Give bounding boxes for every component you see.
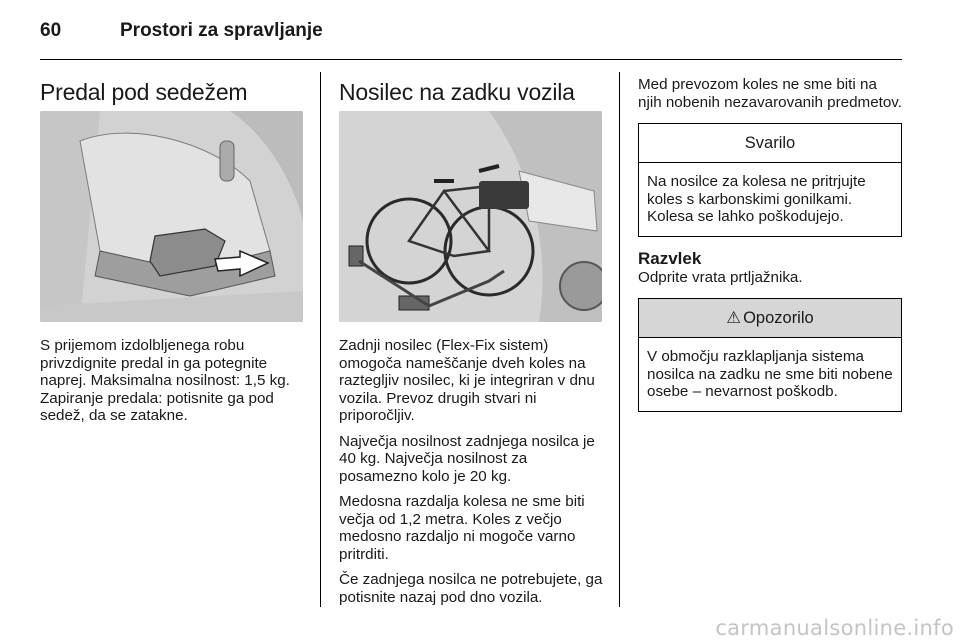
- seat-drawer-illustration: [40, 111, 303, 322]
- paragraph: Zadnji nosilec (Flex-Fix sistem) omogoča nameščanje dveh koles na raztegljiv nosilec, ki je integriran v dnu vozila. Prevoz drugih stvari ni priporočljiv.: [339, 337, 595, 424]
- running-title: Prostori za spravljanje: [120, 20, 323, 41]
- paragraph: Največja nosilnost zadnjega nosilca je 40 kg. Največja nosilnost za posamezno kolo je 20 kg.: [339, 432, 595, 485]
- paragraph: Če zadnjega nosilca ne potrebujete, ga potisnite nazaj pod dno vozila.: [339, 571, 603, 606]
- paragraph: S prijemom izdolbljenega robu privzdignite predal in ga potegnite naprej. Maksimalna nosilnost: 1,5 kg. Zapiranje predala: potisnite ga pod sedež, da se zatakne.: [40, 337, 290, 424]
- rear-carrier-text: [339, 337, 605, 614]
- warning-heading-row: [639, 299, 901, 338]
- page-number: 60: [40, 20, 62, 41]
- right-column: [638, 76, 902, 412]
- warning-triangle-icon: ⚠: [726, 309, 742, 327]
- warning-heading: Opozorilo: [743, 308, 814, 327]
- intro-paragraph: Med prevozom koles ne sme biti na njih nobenih nezavarovanih predmetov.: [638, 76, 902, 111]
- caution-box: [638, 123, 902, 237]
- seat-drawer-text: [40, 337, 306, 425]
- column-divider: [619, 72, 620, 607]
- paragraph: Medosna razdalja kolesa ne sme biti večja od 1,2 metra. Koles z večjo medosno razdaljo ni mogoče varno pritrditi.: [339, 493, 585, 563]
- caution-body: Na nosilce za kolesa ne pritrjujte koles s karbonskimi gonilkami. Kolesa se lahko poškodujejo.: [647, 173, 866, 225]
- header-rule: [40, 59, 902, 60]
- bike-carrier-illustration: [339, 111, 602, 322]
- warning-box: [638, 298, 902, 412]
- extension-text: Odprite vrata prtljažnika.: [638, 268, 803, 286]
- section-title-extension: Razvlek: [638, 248, 702, 268]
- section-title-seat-drawer: Predal pod sedežem: [40, 79, 248, 105]
- warning-body: V območju razklapljanja sistema nosilca na zadku ne sme biti nobene osebe – nevarnost poškodb.: [647, 348, 893, 400]
- column-divider: [320, 72, 321, 607]
- watermark: carmanualsonline.info: [715, 616, 954, 640]
- section-title-rear-carrier: Nosilec na zadku vozila: [339, 79, 575, 105]
- caution-heading: Svarilo: [639, 124, 901, 163]
